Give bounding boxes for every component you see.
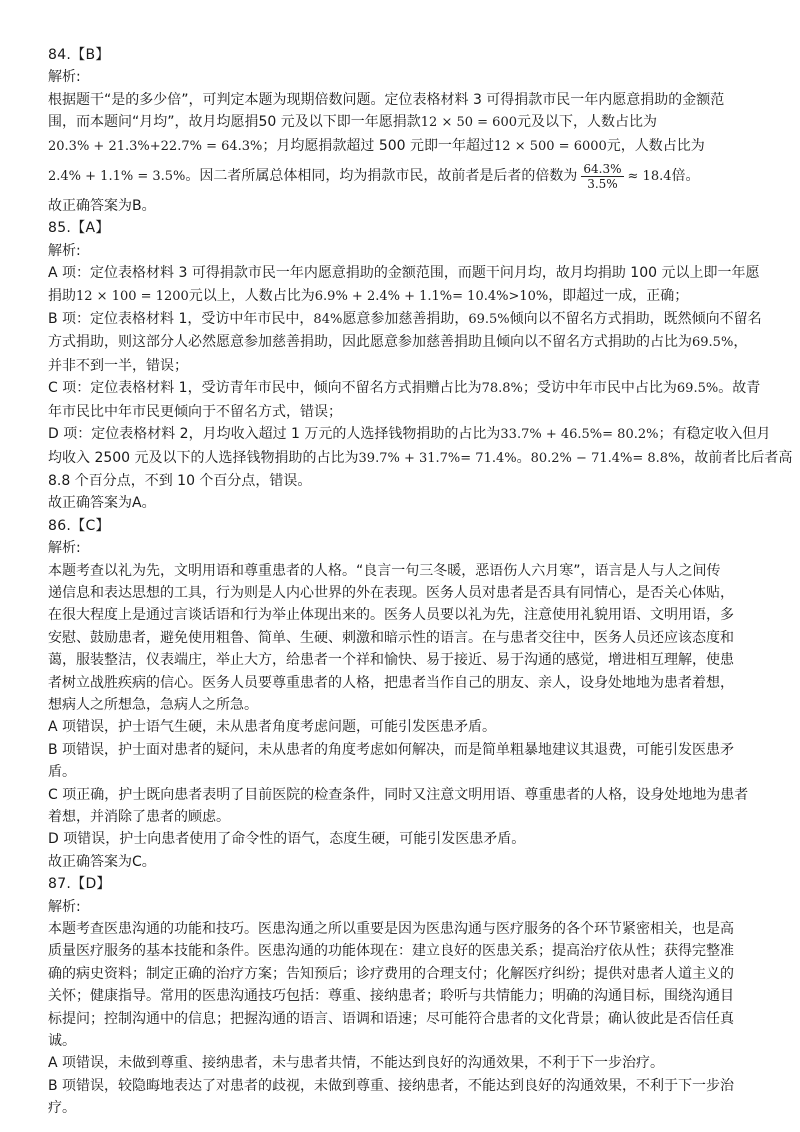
option-a-text: A 项：定位表格材料 3 可得捐款市民一年内愿意捐助的金额范围，而题干问月均，故月均捐助 100 元以上即一年愿 bbox=[48, 265, 760, 282]
analysis-text: 标提问；控制沟通中的信息；把握沟通的语言、语调和语速；尽可能符合患者的文化背景；确认彼此是否信任真 bbox=[48, 1010, 734, 1027]
option-b-text: B 项错误，较隐晦地表达了对患者的歧视，未做到尊重、接纳患者，不能达到良好的沟通效果，不利于下一步治 bbox=[48, 1077, 735, 1094]
formula: 80.2% − 71.4%= 8.8% bbox=[530, 450, 681, 466]
option-a-text: A 项错误，未做到尊重、接纳患者，未与患者共情，不能达到良好的沟通效果，不利于下一步治疗。 bbox=[48, 1055, 665, 1072]
option-b-text: 并非不到一半，错误； bbox=[48, 357, 188, 374]
analysis-text: 安慰、鼓励患者，避免使用粗鲁、简单、生硬、刺激和暗示性的语言。在与患者交往中，医务人员还应该态度和 bbox=[48, 629, 734, 646]
option-a-text: A 项错误，护士语气生硬，未从患者角度考虑问题，可能引发医患矛盾。 bbox=[48, 719, 497, 736]
formula: 39.7% + 31.7%= 71.4% bbox=[358, 450, 517, 466]
option-b-text: 疗。 bbox=[48, 1100, 76, 1117]
option-a-text: 捐助12 × 100 = 1200元以上，人数占比为6.9% + 2.4% + 1.1%= 10.4%>10%，即超过一成，正确； bbox=[48, 287, 689, 304]
analysis-text: 者树立战胜疾病的信心。医务人员要尊重患者的人格，把患者当作自己的朋友、亲人，设身处地地为患者着想， bbox=[48, 674, 734, 691]
analysis-text: 围，而本题问“月均”，故月均愿捐50 元及以下即一年愿捐款12 × 50 = 600元及以下，人数占比为 bbox=[48, 114, 657, 131]
formula: 84% bbox=[313, 312, 343, 328]
formula: 12 × 500 = 6000 bbox=[494, 138, 607, 154]
question-86 bbox=[48, 515, 760, 874]
analysis-label: 解析: bbox=[48, 69, 81, 86]
option-d-text: D 项：定位表格材料 2，月均收入超过 1 万元的人选择钱物捐助的占比为33.7% + 46.5%= 80.2%；有稳定收入但月 bbox=[48, 426, 771, 443]
formula: 12 × 50 = 600 bbox=[420, 115, 517, 131]
option-c-text: 着想，并消除了患者的顾虑。 bbox=[48, 809, 230, 825]
option-b-text: B 项：定位表格材料 1，受访中年市民中，84%愿意参加慈善捐助，69.5%倾向以不留名方式捐助，既然倾向不留名 bbox=[48, 311, 762, 328]
analysis-text: 质量医疗服务的基本技能和条件。医患沟通的功能体现在：建立良好的医患关系；提高治疗依从性；获得完整准 bbox=[48, 943, 734, 960]
option-b-text: 方式捐助，则这部分人必然愿意参加慈善捐助，因此愿意参加慈善捐助且倾向以不留名方式捐助的占比为69.5%， bbox=[48, 334, 748, 351]
analysis-text: 蔼，服装整洁，仪表端庄，举止大方，给患者一个祥和愉快、易于接近、易于沟通的感觉，增进相互理解，使患 bbox=[48, 652, 734, 669]
formula: 69.5% bbox=[468, 312, 510, 328]
formula: 33.7% + 46.5%= 80.2% bbox=[500, 427, 659, 443]
analysis-text: 本题考查医患沟通的功能和技巧。医患沟通之所以重要是因为医患沟通与医疗服务的各个环节紧密相关，也是高 bbox=[48, 921, 734, 938]
question-87 bbox=[48, 873, 760, 1119]
answer-line: 故正确答案为B。 bbox=[48, 198, 156, 215]
analysis-label: 解析: bbox=[48, 242, 81, 259]
formula: 69.5% bbox=[676, 381, 719, 397]
option-d-text: D 项错误，护士向患者使用了命令性的语气，态度生硬，可能引发医患矛盾。 bbox=[48, 831, 526, 848]
formula: 6.9% + 2.4% + 1.1%= 10.4%>10% bbox=[314, 288, 549, 304]
analysis-text: 想病人之所想急，急病人之所急。 bbox=[48, 696, 258, 713]
question-84 bbox=[48, 44, 760, 217]
question-header: 86.【C】 bbox=[48, 517, 110, 534]
formula: 2.4% + 1.1% = 3.5% bbox=[48, 169, 186, 185]
question-header: 84.【B】 bbox=[48, 47, 110, 63]
option-d-text: 均收入 2500 元及以下的人选择钱物捐助的占比为39.7% + 31.7%= 71.4%。80.2% − 71.4%= 8.8%，故前者比后者高 bbox=[48, 449, 793, 466]
analysis-text: 2.4% + 1.1% = 3.5%。因二者所属总体相同，均为捐款市民，故前者是后者的倍数为 $\frac{64.3\%}{3.5\%}$ ≈ 18.4倍。 bbox=[48, 161, 700, 191]
answer-line: 故正确答案为A。 bbox=[48, 495, 156, 512]
analysis-label: 解析: bbox=[48, 898, 81, 915]
option-b-text: B 项错误，护士面对患者的疑问，未从患者的角度考虑如何解决，而是简单粗暴地建议其退费，可能引发医患矛 bbox=[48, 741, 735, 758]
formula: 20.3% + 21.3%+22.7% = 64.3% bbox=[48, 138, 263, 154]
analysis-text: 在很大程度上是通过言谈话语和行为举止体现出来的。医务人员要以礼为先，注意使用礼貌用语、文明用语，多 bbox=[48, 607, 734, 624]
fraction: $\frac{64.3\%}{3.5\%}$ bbox=[583, 161, 622, 191]
analysis-text: 确的病史资料；制定正确的治疗方案；告知预后；诊疗费用的合理支付；化解医疗纠纷；提供对患者人道主义的 bbox=[48, 965, 734, 982]
analysis-text: 诚。 bbox=[48, 1033, 76, 1050]
formula: 78.8% bbox=[481, 381, 523, 397]
analysis-text: 本题考查以礼为先，文明用语和尊重患者的人格。“良言一句三冬暖，恶语伤人六月寒”，语言是人与人之间传 bbox=[48, 562, 721, 579]
analysis-text: 递信息和表达思想的工具，行为则是人内心世界的外在表现。医务人员对患者是否具有同情心，是否关心体贴， bbox=[48, 584, 734, 601]
analysis-label: 解析: bbox=[48, 540, 81, 557]
analysis-text: 关怀；健康指导。常用的医患沟通技巧包括：尊重、接纳患者；聆听与共情能力；明确的沟通目标，围绕沟通目 bbox=[48, 988, 734, 1005]
question-85 bbox=[48, 217, 793, 514]
option-c-text: 年市民比中年市民更倾向于不留名方式，错误； bbox=[48, 403, 342, 420]
answer-line: 故正确答案为C。 bbox=[48, 853, 156, 870]
option-c-text: C 项：定位表格材料 1，受访青年市民中，倾向不留名方式捐赠占比为78.8%；受访中年市民中占比为69.5%。故青 bbox=[48, 380, 761, 397]
analysis-text: 20.3% + 21.3%+22.7% = 64.3%；月均愿捐款超过 500 元即一年超过12 × 500 = 6000元，人数占比为 bbox=[48, 137, 705, 154]
formula: ≈ 18.4 bbox=[627, 169, 672, 185]
answer-explanation-page bbox=[48, 44, 793, 1120]
analysis-text: 根据题干“是的多少倍”，可判定本题为现期倍数问题。定位表格材料 3 可得捐款市民一年内愿意捐助的金额范 bbox=[48, 91, 725, 108]
formula: 12 × 100 = 1200 bbox=[76, 288, 189, 304]
question-header: 87.【D】 bbox=[48, 876, 111, 893]
option-d-text: 8.8 个百分点，不到 10 个百分点，错误。 bbox=[48, 472, 312, 489]
question-header: 85.【A】 bbox=[48, 220, 110, 237]
option-c-text: C 项正确，护士既向患者表明了目前医院的检查条件，同时又注意文明用语、尊重患者的人格，设身处地地为患者 bbox=[48, 786, 749, 803]
option-b-text: 盾。 bbox=[48, 764, 76, 781]
formula: 69.5% bbox=[692, 335, 734, 351]
